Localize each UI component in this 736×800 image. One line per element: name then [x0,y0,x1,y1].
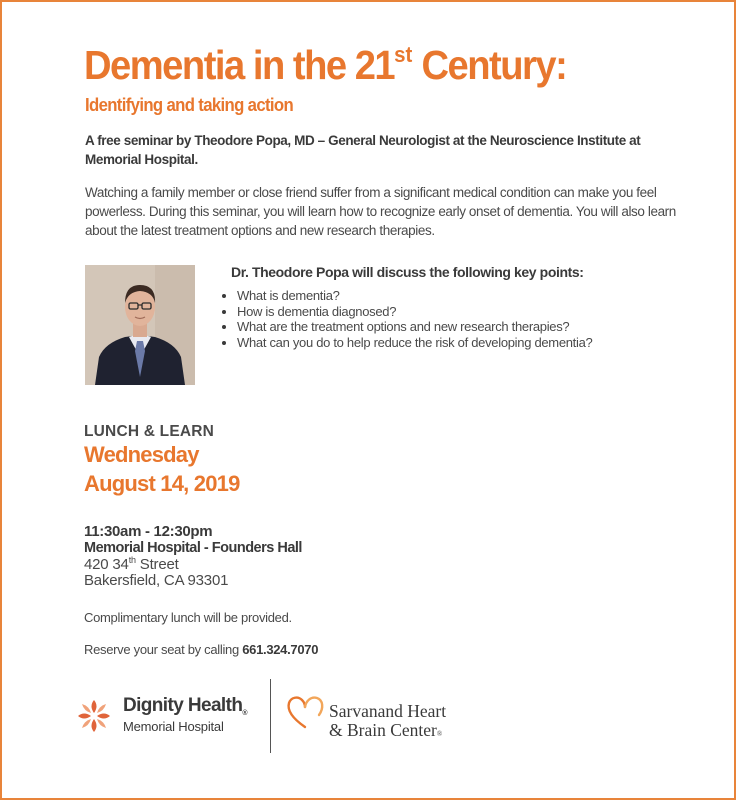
event-date: August 14, 2019 [84,471,240,496]
speaker-portrait-icon [85,265,195,385]
event-time: 11:30am - 12:30pm [84,523,213,540]
logo-divider [270,679,271,753]
speaker-photo [85,265,195,385]
list-item: What can you do to help reduce the risk of developing dementia? [220,335,592,351]
key-points-list [220,288,592,350]
seminar-intro: A free seminar by Theodore Popa, MD – General Neurologist at the Neuroscience Institute at Memorial Hospital. [85,133,641,167]
page-subtitle: Identifying and taking action [85,95,294,115]
list-item: What are the treatment options and new research therapies? [220,319,592,335]
heart-logo-icon [284,691,326,731]
sarvanand-center-name: Sarvanand Heart & Brain Center® [329,701,447,740]
page-title: Dementia in the 21st Century: [84,42,567,88]
list-item: How is dementia diagnosed? [220,304,592,320]
event-address-street: 420 34th Street [84,555,179,573]
event-day: Wednesday [84,442,199,467]
dignity-health-logo-icon [74,696,114,736]
phone-number[interactable]: 661.324.7070 [242,642,319,657]
dignity-health-subtitle: Memorial Hospital [123,719,224,734]
reserve-text: Reserve your seat by calling 661.324.7070 [84,642,319,657]
seminar-description: Watching a family member or close friend suffer from a significant medical condition can make you feel powerless. During this seminar, you will learn how to recognize early onset of dementia. You will also learn about the latest treatment options and new research therapies. [85,185,676,238]
lunch-note: Complimentary lunch will be provided. [84,610,292,625]
event-venue: Memorial Hospital - Founders Hall [84,540,302,556]
dignity-health-name: Dignity Health® [123,695,247,717]
event-address-city: Bakersfield, CA 93301 [84,572,229,589]
list-item: What is dementia? [220,288,592,304]
event-label: LUNCH & LEARN [84,423,215,440]
key-points-heading: Dr. Theodore Popa will discuss the following key points: [231,264,584,280]
